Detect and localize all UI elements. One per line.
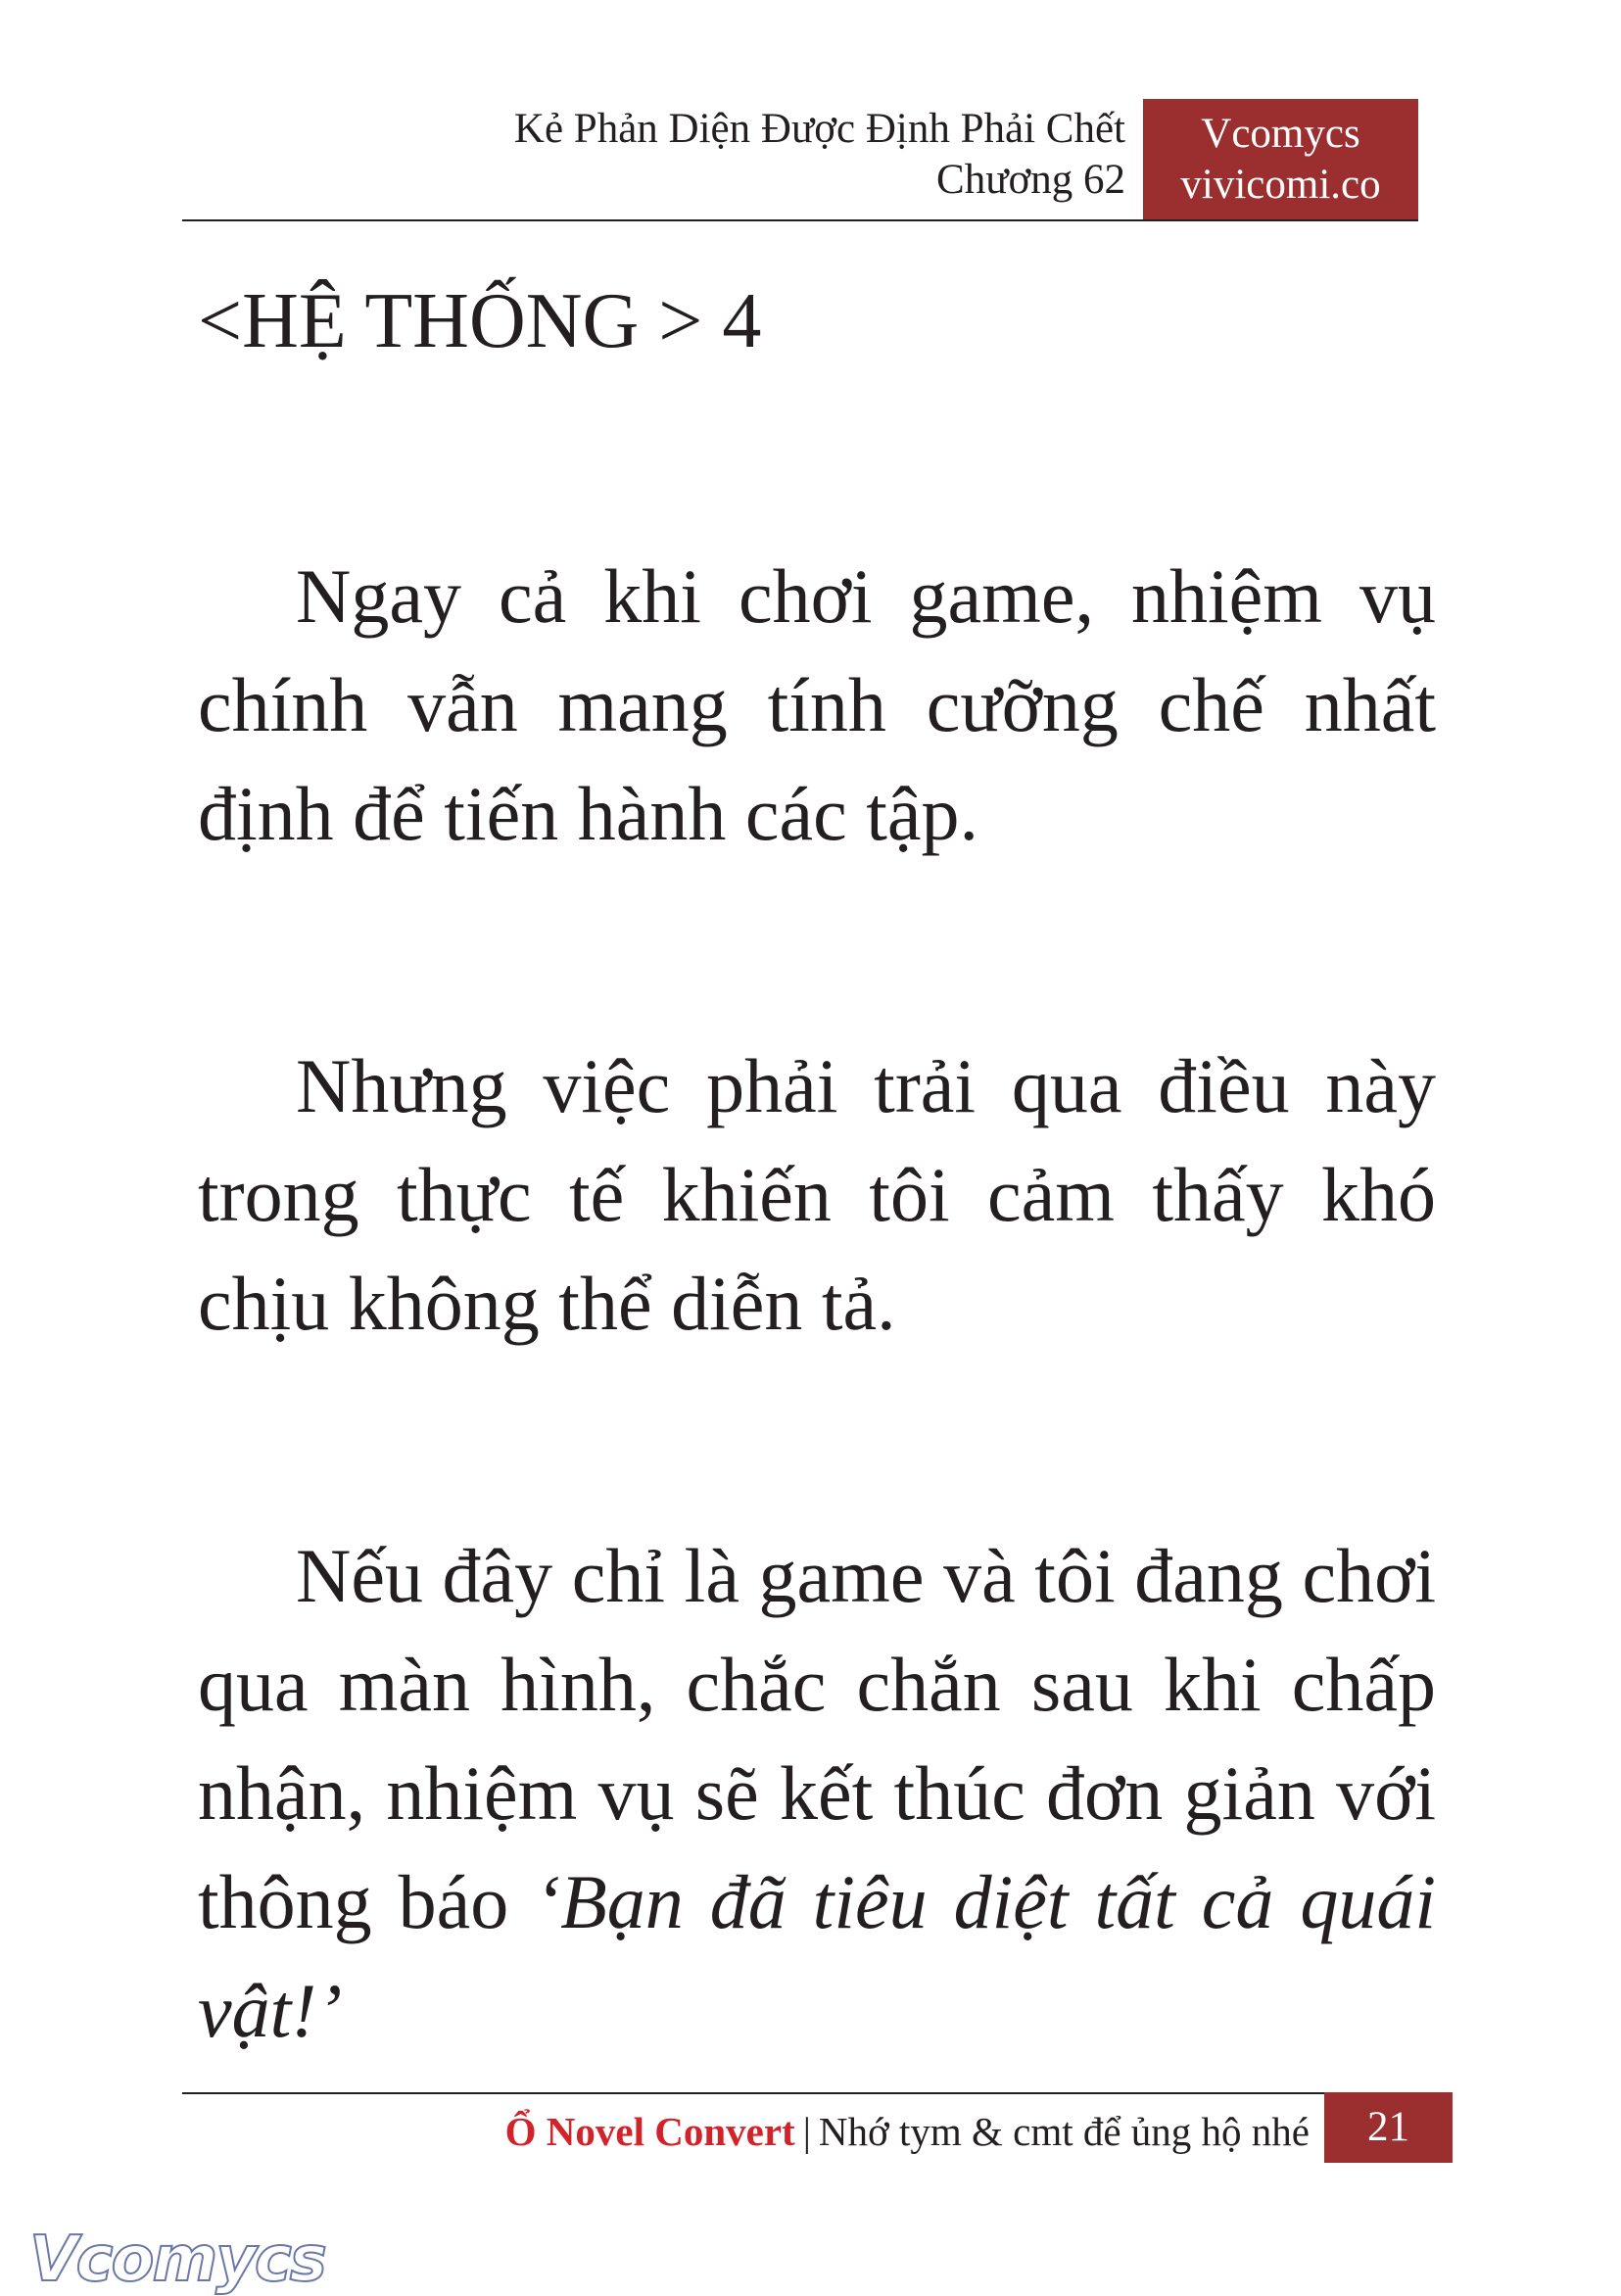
paragraph-3-quote: ‘Bạn đã tiêu diệt tất cả quái vật!’ [198, 1859, 1436, 2053]
paragraph-1: Ngay cả khi chơi game, nhiệm vụ chính vẫn mang tính cưỡng chế nhất định để tiến hành các tập. [198, 553, 1436, 856]
book-title: Kẻ Phản Diện Được Định Phải Chết [513, 106, 1125, 152]
section-title: <HỆ THỐNG > 4 [198, 278, 762, 364]
paragraph-3 [198, 1521, 1436, 2065]
page-number: 21 [1324, 2092, 1453, 2163]
header-divider [182, 219, 1418, 221]
running-header [342, 104, 1125, 206]
footer-separator: | [802, 2109, 811, 2154]
footer-message: Nhớ tym & cmt để ủng hộ nhé [818, 2109, 1310, 2154]
footer-brand: Ổ Novel Convert [504, 2109, 795, 2154]
footer [505, 2096, 1310, 2167]
paragraph-2: Nhưng việc phải trải qua điều này trong thực tế khiến tôi cảm thấy khó chịu không thể diễn tả. [198, 1043, 1436, 1346]
watermark-logo: Vcomycs [29, 2224, 325, 2296]
site-badge [1143, 99, 1418, 220]
site-url: vivicomi.co [1180, 162, 1381, 208]
chapter-label: Chương 62 [936, 157, 1125, 203]
paragraph-3-text: Nếu đây chỉ là game và tôi đang chơi qua màn hình, chắc chắn sau khi chấp nhận, nhiệm vụ sẽ kết thúc đơn giản với thông báo [198, 1533, 1436, 1944]
site-name: Vcomycs [1201, 111, 1360, 157]
footer-divider [182, 2092, 1418, 2094]
